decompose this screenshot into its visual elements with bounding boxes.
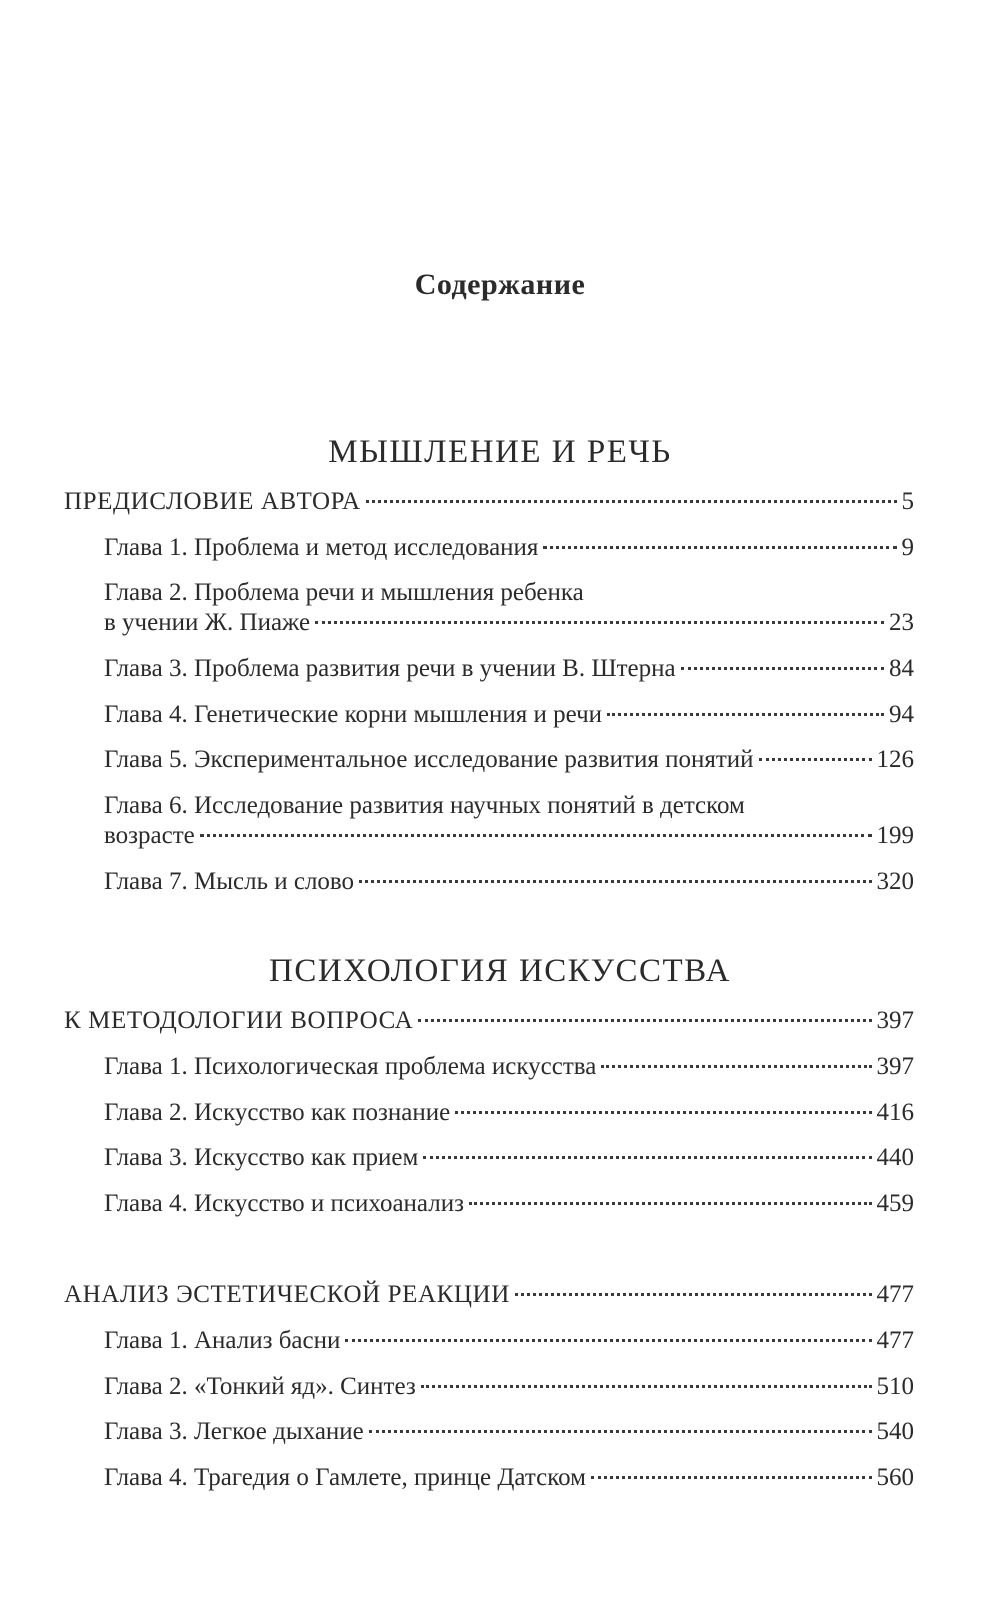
toc-entry-text: Глава 2. Искусство как познание: [104, 1099, 451, 1126]
toc-entry-text: Глава 4. Трагедия о Гамлете, принце Датском: [104, 1464, 586, 1491]
toc-entry-art-chapter-3[interactable]: [0, 1141, 1000, 1175]
toc-entry-reaction-chapter-3[interactable]: [0, 1415, 1000, 1449]
toc-entry-text: возрасте: [104, 822, 195, 849]
part-title-thinking-and-speech: МЫШЛЕНИЕ И РЕЧЬ: [328, 434, 672, 470]
dot-leader: [369, 1430, 872, 1433]
toc-page-number: 477: [876, 1281, 914, 1308]
dot-leader: [200, 834, 872, 837]
toc-entry-text: АНАЛИЗ ЭСТЕТИЧЕСКОЙ РЕАКЦИИ: [64, 1281, 510, 1308]
toc-entry-text: К МЕТОДОЛОГИИ ВОПРОСА: [64, 1007, 414, 1034]
toc-entry-chapter-2[interactable]: [0, 606, 1000, 640]
toc-entry-chapter-5[interactable]: [0, 743, 1000, 777]
toc-page-number: 397: [876, 1053, 914, 1080]
toc-entry-text: Глава 1. Психологическая проблема искусства: [104, 1053, 597, 1080]
toc-entry-art-chapter-4[interactable]: [0, 1187, 1000, 1221]
toc-entry-text: Глава 1. Анализ басни: [104, 1327, 341, 1354]
dot-leader: [607, 713, 884, 716]
dot-leader: [418, 1019, 871, 1022]
toc-entry-reaction-chapter-4[interactable]: [0, 1461, 1000, 1495]
toc-page-number: 440: [876, 1144, 914, 1171]
part-title-psychology-of-art: ПСИХОЛОГИЯ ИСКУССТВА: [269, 953, 731, 989]
toc-entry-art-chapter-1[interactable]: [0, 1050, 1000, 1084]
toc-entry-text: Глава 2. «Тонкий яд». Синтез: [104, 1373, 416, 1400]
dot-leader: [421, 1385, 872, 1388]
dot-leader: [359, 880, 871, 883]
toc-page-number: 126: [876, 746, 914, 773]
dot-leader: [515, 1293, 872, 1296]
dot-leader: [591, 1476, 872, 1479]
toc-page-number: 510: [876, 1373, 914, 1400]
dot-leader: [601, 1065, 871, 1068]
toc-entry-chapter-2-first-line: Глава 2. Проблема речи и мышления ребенка: [104, 579, 584, 606]
toc-page-number: 199: [876, 822, 914, 849]
toc-entry-text: в учении Ж. Пиаже: [104, 609, 311, 636]
toc-page-number: 320: [876, 868, 914, 895]
dot-leader: [455, 1111, 871, 1114]
toc-entry-text: Глава 5. Экспериментальное исследование развития понятий: [104, 746, 754, 773]
toc-entry-art-chapter-2[interactable]: [0, 1096, 1000, 1130]
toc-entry-text: Глава 1. Проблема и метод исследования: [104, 534, 539, 561]
toc-page-number: 540: [876, 1418, 914, 1445]
dot-leader: [423, 1156, 871, 1159]
toc-page-number: 5: [901, 488, 914, 515]
toc-page-number: 397: [876, 1007, 914, 1034]
toc-entry-reaction-chapter-1[interactable]: [0, 1324, 1000, 1358]
toc-entry-text: Глава 7. Мысль и слово: [104, 868, 355, 895]
dot-leader: [759, 758, 872, 761]
dot-leader: [366, 500, 897, 503]
toc-page-number: 560: [876, 1464, 914, 1491]
toc-entry-chapter-1[interactable]: [0, 531, 1000, 565]
toc-entry-text: Глава 3. Проблема развития речи в учении В. Штерна: [104, 655, 676, 682]
dot-leader: [543, 546, 896, 549]
toc-entry-author-preface[interactable]: [0, 485, 1000, 519]
toc-page-number: 416: [876, 1099, 914, 1126]
dot-leader: [469, 1202, 872, 1205]
toc-entry-reaction-chapter-2[interactable]: [0, 1370, 1000, 1404]
dot-leader: [681, 667, 884, 670]
page-title: Содержание: [414, 268, 586, 301]
dot-leader: [315, 621, 884, 624]
toc-entry-text: Глава 3. Искусство как прием: [104, 1144, 419, 1171]
toc-entry-text: ПРЕДИСЛОВИЕ АВТОРА: [64, 488, 361, 515]
dot-leader: [345, 1339, 871, 1342]
toc-entry-chapter-6[interactable]: [0, 819, 1000, 853]
toc-entry-text: Глава 4. Генетические корни мышления и речи: [104, 701, 603, 728]
toc-entry-methodology[interactable]: [0, 1004, 1000, 1038]
toc-entry-text: Глава 3. Легкое дыхание: [104, 1418, 364, 1445]
toc-entry-text: Глава 4. Искусство и психоанализ: [104, 1190, 464, 1217]
toc-page-number: 94: [889, 701, 914, 728]
toc-entry-aesthetic-reaction[interactable]: [0, 1278, 1000, 1312]
toc-page-number: 23: [889, 609, 914, 636]
toc-entry-chapter-3[interactable]: [0, 652, 1000, 686]
toc-entry-chapter-4[interactable]: [0, 698, 1000, 732]
toc-page-number: 9: [901, 534, 914, 561]
toc-page-number: 84: [889, 655, 914, 682]
toc-entry-chapter-6-first-line: Глава 6. Исследование развития научных понятий в детском: [104, 792, 745, 819]
toc-page-number: 459: [876, 1190, 914, 1217]
toc-entry-chapter-7[interactable]: [0, 865, 1000, 899]
toc-page-number: 477: [876, 1327, 914, 1354]
